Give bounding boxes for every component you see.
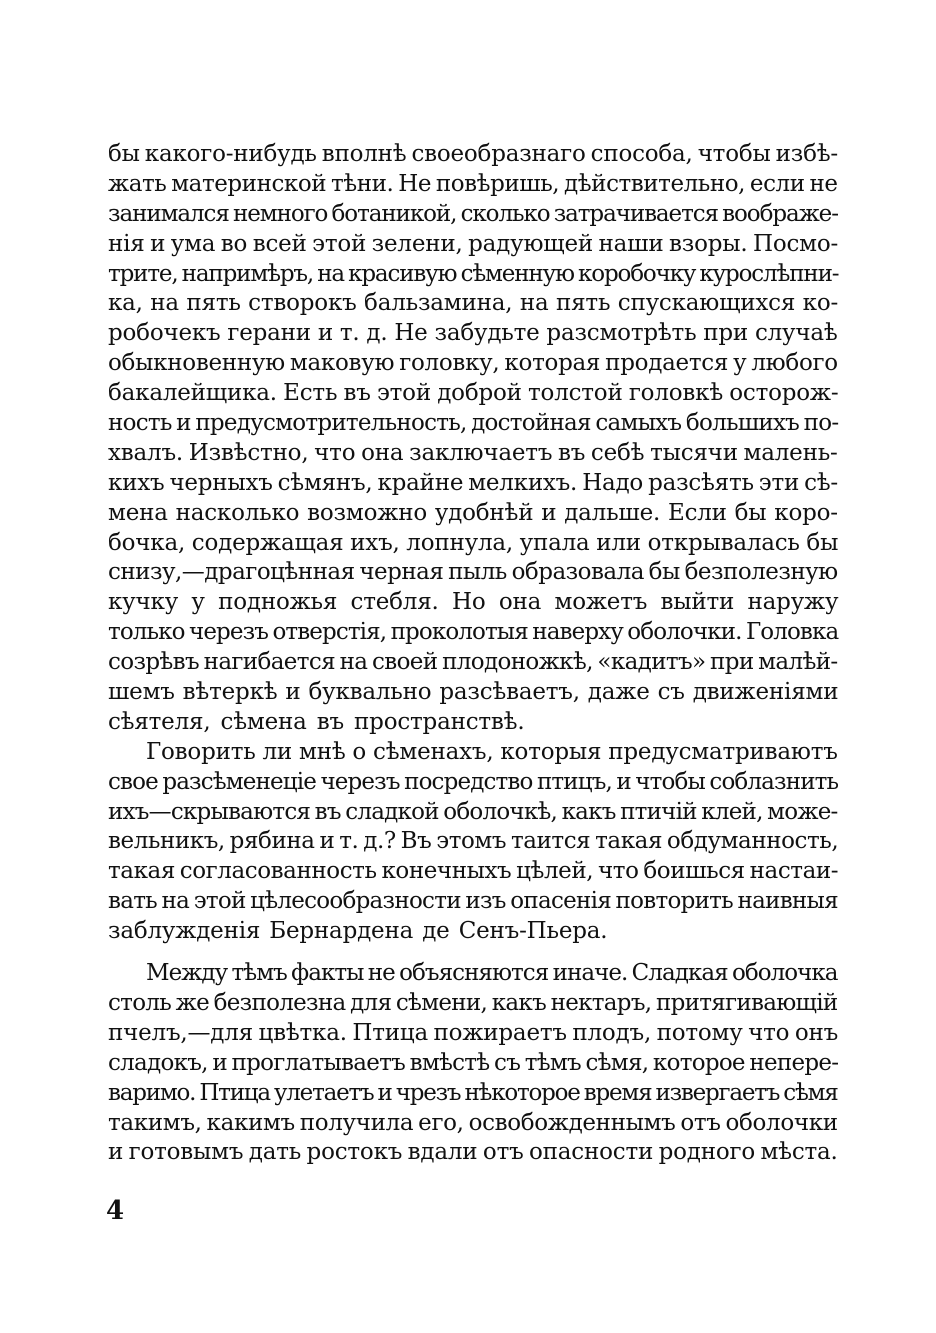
text-line: свое разсѣменеціе черезъ посредство птицъ, и чтобы соблазнить bbox=[108, 768, 839, 795]
text-line: бы какого-нибудь вполнѣ своеобразнаго способа, чтобы избѣ- bbox=[108, 141, 838, 167]
text-line: трите, напримѣръ, на красивую сѣменную коробочку курослѣпни- bbox=[108, 260, 839, 287]
paragraph-3 bbox=[108, 959, 838, 1168]
body-text bbox=[108, 140, 838, 1168]
paragraph-gap bbox=[108, 947, 838, 959]
text-line: и готовымъ дать ростокъ вдали отъ опасности родного мѣста. bbox=[108, 1139, 838, 1166]
text-line: Между тѣмъ факты не объясняются иначе. Сладкая оболочка bbox=[146, 960, 838, 987]
text-line: кучку у подножья стебля. Но она можетъ выйти наружу bbox=[108, 589, 839, 616]
text-line: мена насколько возможно удобнѣй и дальше. Если бы коро- bbox=[108, 499, 838, 526]
text-line: ка, на пять створокъ бальзамина, на пять спускающихся ко- bbox=[108, 290, 839, 317]
text-line: такимъ, какимъ получила его, освобожденнымъ отъ оболочки bbox=[108, 1109, 838, 1136]
text-line: только черезъ отверстія, проколотыя наверху оболочки. Головка bbox=[108, 619, 839, 646]
paragraph-2 bbox=[108, 738, 838, 947]
text-line: Говорить ли мнѣ о сѣменахъ, которыя предусматриваютъ bbox=[146, 738, 838, 765]
text-line: ихъ—скрываются въ сладкой оболочкѣ, какъ птичій клей, можe- bbox=[108, 798, 838, 825]
text-line: снизу,—драгоцѣнная черная пыль образовала бы безполезную bbox=[108, 559, 838, 586]
text-line: бакалейщика. Есть въ этой доброй толстой головкѣ осторож- bbox=[108, 380, 839, 407]
text-line: вать на этой цѣлесообразности изъ опасенія повторить наивныя bbox=[108, 888, 838, 915]
text-line: ность и предусмотрительность, достойная самыхъ большихъ по- bbox=[108, 410, 839, 437]
text-line: созрѣвъ нагибается на своей плодоножкѣ, «кадитъ» при малѣй- bbox=[108, 649, 838, 676]
text-line: сладокъ, и проглатываетъ вмѣстѣ съ тѣмъ сѣмя, которое непере- bbox=[108, 1049, 839, 1076]
text-line: пчелъ,—для цвѣтка. Птица пожираетъ плодъ, потому что онъ bbox=[108, 1019, 839, 1046]
page-number: 4 bbox=[106, 1196, 125, 1226]
text-line: заблужденія Бернардена де Сенъ-Пьера. bbox=[108, 918, 608, 945]
text-line: столь же безполезна для сѣмени, какъ нектаръ, притягивающій bbox=[108, 989, 838, 1016]
text-line: такая согласованность конечныхъ цѣлей, что боишься настаи- bbox=[108, 858, 839, 885]
text-line: нія и ума во всей этой зелени, радующей наши взоры. Посмо- bbox=[108, 230, 839, 257]
text-line: жать материнской тѣни. Не повѣришь, дѣйствительно, если не bbox=[108, 170, 838, 197]
text-line: занимался немного ботаникой, сколько затрачивается воображе- bbox=[108, 200, 838, 227]
paragraph-1 bbox=[108, 140, 838, 738]
text-line: обыкновенную маковую головку, которая продается у любого bbox=[108, 350, 838, 377]
text-line: вельникъ, рябина и т. д.? Въ этомъ таится такая обдуманность, bbox=[108, 828, 839, 855]
text-line: шемъ вѣтеркѣ и буквально разсѣваетъ, даже съ движеніями bbox=[108, 679, 839, 706]
text-line: бочка, содержащая ихъ, лопнула, упала или открывалась бы bbox=[108, 529, 839, 556]
text-line: робочекъ герани и т. д. Не забудьте разсмотрѣть при случаѣ bbox=[108, 320, 838, 347]
text-line: хвалъ. Извѣстно, что она заключаетъ въ себѣ тысячи малень- bbox=[108, 439, 838, 466]
text-line: сѣятеля, сѣмена въ пространствѣ. bbox=[108, 708, 525, 735]
text-line: варимо. Птица улетаетъ и чрезъ нѣкоторое время извергаетъ сѣмя bbox=[108, 1079, 838, 1106]
text-line: кихъ черныхъ сѣмянъ, крайне мелкихъ. Надо разсѣять эти сѣ- bbox=[108, 469, 838, 496]
